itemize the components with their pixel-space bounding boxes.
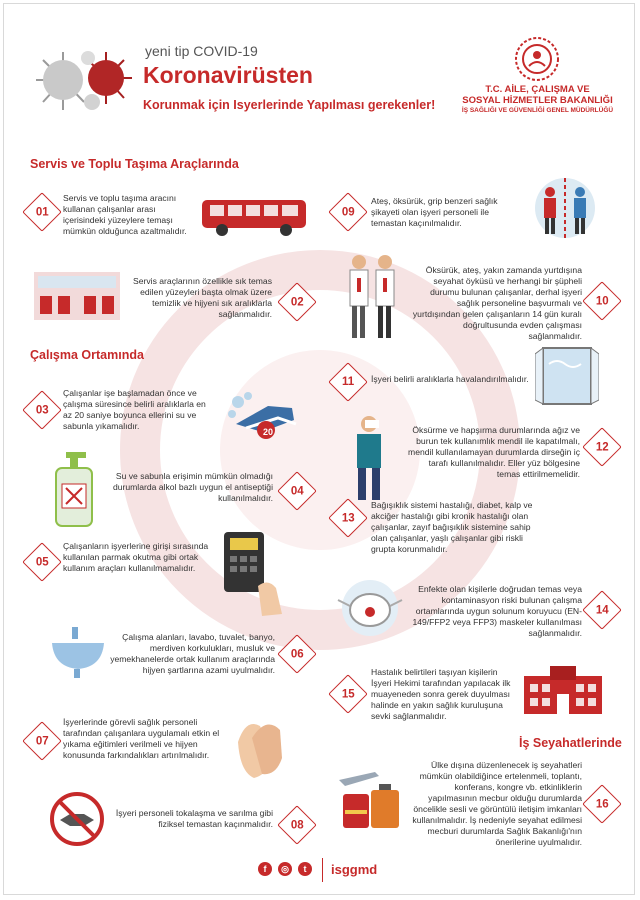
section-heading-work: Çalışma Ortamında xyxy=(30,348,144,362)
item-number-14: 14 xyxy=(582,590,622,630)
instagram-icon[interactable]: ◎ xyxy=(278,862,292,876)
item-text-01: Servis ve toplu taşıma aracını kullanan çalışanlar arası içerisindeki yüzeylere temaşı mümkün olduğunca azaltmalıdır. xyxy=(63,193,187,236)
open-window-icon xyxy=(535,344,599,408)
section-heading-travel: İş Seyahatlerinde xyxy=(519,736,622,750)
item-number-12: 12 xyxy=(582,427,622,467)
footer-divider xyxy=(322,858,323,882)
item-text-08: İşyeri personeli tokalaşma ve sarılma gibi fiziksel temastan kaçınmalıdır. xyxy=(115,808,273,829)
item-text-04: Su ve sabunla erişimin mümkün olmadığı durumlarda alkol bazlı uygun el antiseptiği kullanılmalıdır. xyxy=(112,471,273,503)
page-title: Koronavirüsten xyxy=(143,62,313,88)
ministry-line-3: İŞ SAĞLIĞI VE GÜVENLİĞİ GENEL MÜDÜRLÜĞÜ xyxy=(461,107,614,114)
item-number-01: 01 xyxy=(22,192,62,232)
item-number-03: 03 xyxy=(22,390,62,430)
item-number-15: 15 xyxy=(328,674,368,714)
health-personnel-icon xyxy=(345,250,403,342)
item-number-05: 05 xyxy=(22,542,62,582)
twitter-icon[interactable]: t xyxy=(298,862,312,876)
item-text-05: Çalışanların işyerlerine girişi sırasında kullanılan parmak okutma gibi ortak kullanım araçları kullanılmamalıdır. xyxy=(63,541,209,573)
item-number-11: 11 xyxy=(328,362,368,402)
item-number-07: 07 xyxy=(22,721,62,761)
item-number-13: 13 xyxy=(328,498,368,538)
item-text-14: Enfekte olan kişilerle doğrudan temas veya kontaminasyon riski bulunan çalışma ortamlarında uygun solunum koruyucu (EN-149/FFP2 veya FFP3) maskeler kullanılması sağlanmalıdır. xyxy=(412,584,582,638)
facebook-icon[interactable]: f xyxy=(258,862,272,876)
item-text-16: Ülke dışına düzenlenecek iş seyahatleri mümkün olabildiğince ertelenmeli, toplantı, konferans, kongre vb. etkinliklerin yapılmasının mecbur olduğu durumlarda öncelikle sesli ve görüntülü iletişim imkanları kullanılmalıdır. İş nedeniyle seyahat edilmesi mecburi durumlarda Sağlık Bakanlığı'nın önerilerine uyulmalıdır. xyxy=(412,760,582,847)
hospital-icon xyxy=(520,664,606,716)
item-number-08: 08 xyxy=(277,805,317,845)
item-number-06: 06 xyxy=(277,634,317,674)
section-heading-transport: Servis ve Toplu Taşıma Araçlarında xyxy=(30,157,239,171)
distance-people-icon xyxy=(530,176,600,240)
item-number-16: 16 xyxy=(582,784,622,824)
respirator-mask-icon xyxy=(330,578,410,638)
travel-luggage-icon xyxy=(335,760,407,832)
virus-illustration xyxy=(28,40,138,120)
hands-washing-icon xyxy=(230,712,288,782)
hand-sanitizer-icon xyxy=(48,450,98,530)
sneezing-person-icon xyxy=(345,414,393,504)
item-text-10: Öksürük, ateş, yakın zamanda yurtdışına seyahat öyküsü ve herhangi bir şüpheli durumu bulunan çalışanlar, derhal işyeri sağlık personeline başvurmalı ve yurtdışından gelen çalışanların 14 gün kuralı doğrultusunda evden çalışması sağlanmalıdır. xyxy=(412,265,582,341)
sink-icon xyxy=(48,625,108,680)
item-number-10: 10 xyxy=(582,281,622,321)
item-text-09: Ateş, öksürük, grip benzeri sağlık şikayeti olan işyeri personeli ile temastan kaçınılmalıdır. xyxy=(371,196,498,228)
ministry-name xyxy=(455,84,620,115)
item-text-07: İşyerlerinde görevli sağlık personeli tarafından çalışanlara uygulamalı etkin el yıkama eğitimleri verilmeli ve hijyen konusunda farkındalıkları artırılmalıdır. xyxy=(63,717,220,760)
item-text-12: Öksürme ve hapşırma durumlarında ağız ve burun tek kullanımlık mendil ile kapatılmalı, mendil kullanılamayan durumlarda dirseğin iç tarafı kullanılmalıdır. Eller yüz bölgesine temas ettirilmemelidir. xyxy=(408,425,580,479)
fingerprint-reader-icon xyxy=(220,530,290,618)
bus-icon xyxy=(200,196,310,238)
ministry-line-1: T.C. AİLE, ÇALIŞMA VE xyxy=(485,84,590,95)
no-handshake-icon xyxy=(48,790,106,848)
item-number-02: 02 xyxy=(277,282,317,322)
item-number-04: 04 xyxy=(277,471,317,511)
item-number-09: 09 xyxy=(328,192,368,232)
bus-interior-icon xyxy=(32,270,122,322)
item-text-13: Bağışıklık sistemi hastalığı, diabet, kalp ve akciğer hastalığı gibi kronik hastalığı olan çalışanlar, zayıf bağışıklık sistemine sahip olan çalışanlar, yaşlı çalışanlar gibi riskli grupta korunmalıdır. xyxy=(371,500,533,554)
handwash-seconds-label: 20 xyxy=(262,427,273,437)
ministry-logo-icon xyxy=(514,36,560,82)
item-text-02: Servis araçlarının özellikle sık temas edilen yüzeyleri başta olmak üzere temizlik ve hijyeni sık aralıklarla sağlanmalıdır. xyxy=(133,276,272,319)
ministry-line-2: SOSYAL HİZMETLER BAKANLIĞI xyxy=(462,95,613,106)
item-text-03: Çalışanlar işe başlamadan önce ve çalışma süresince belirli aralıklarla en az 20 saniye boyunca ellerini su ve sabunla yıkamalıdır. xyxy=(63,388,206,431)
social-handle[interactable]: isggmd xyxy=(331,862,378,877)
header-tagline: Korunmak için Isyerlerinde Yapılması gerekenler! xyxy=(143,98,436,112)
header-subtitle: yeni tip COVID-19 xyxy=(145,43,258,59)
item-text-11: İşyeri belirli aralıklarla havalandırılmalıdır. xyxy=(371,374,529,384)
item-text-15: Hastalık belirtileri taşıyan kişilerin İşyeri Hekimi tarafından yapılacak ilk muayeneden sonra gerek duyulması halinde en yakın sağlık kuruluşuna sevki sağlanmalıdır. xyxy=(371,667,511,721)
item-text-06: Çalışma alanları, lavabo, tuvalet, banyo, merdiven korkulukları, musluk ve yemekhanelerde ortak kullanım araçlarında hijyen şartlarına azami uyulmalıdır. xyxy=(110,632,275,675)
